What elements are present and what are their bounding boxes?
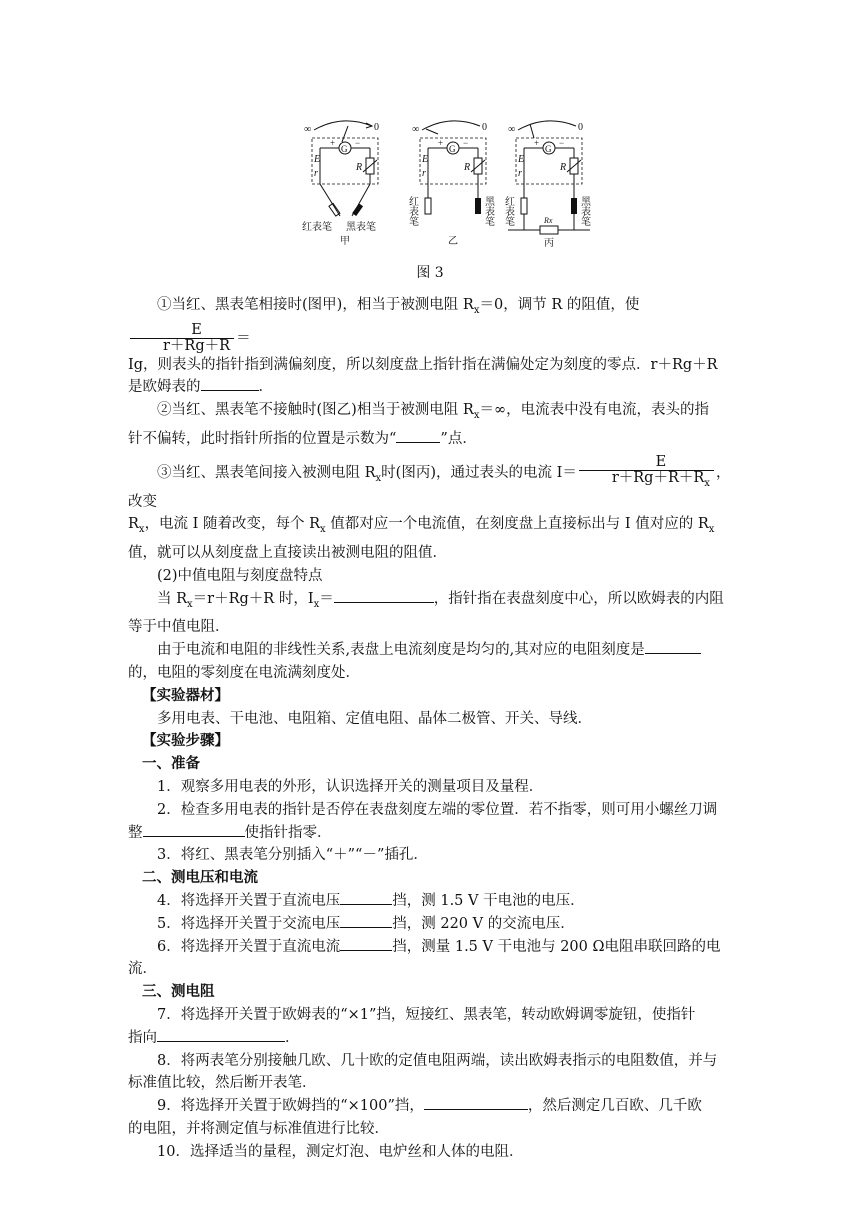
paragraph-3: ③当红、黑表笔间接入被测电阻 $R_x$时(图丙)，通过表头的电流 I＝ $\frac{E}{r+Rg+R+R_x}$ ，改变 (128, 453, 731, 510)
minus-label: − (463, 138, 469, 148)
body-text: ①当红、黑表笔相接时(图甲)，相当于被测电阻 $R_x=0$，调节 R 的阻值，使 $\frac{E}{r+Rg+R}$ ＝ Ig，则表头的指针指到满偏刻度，所以刻度盘上指针指在满偏处定为刻度的零点．r＋Rg＋R 是欧姆表的 ． ②当红、黑表笔不接触时(图乙)相当于被测电阻 $R_x=\infty$，电流表中没有电流，表头的指 针不偏转，此时指针所指的位置是示数为“ ”点． ③当红、黑表笔间接入被测电阻 $R_x$时(图丙)，通过表头的电流 I＝ $\frac{E}{r+Rg+R+R_x}$ ，改变 $R_x$，电流 I 随着改变，每个 $R_x$ 值都对应一个电流值，在刻度盘上直接标出与 I 值对应的 $R_x$ 值，就可以从刻度盘上直接读出被测电阻的阻值． (2)中值电阻与刻度盘特点 当 $R_x=r+Rg+R$ 时，$I_x=$ ，指针指在表盘刻度中心，所以欧姆表的内阻 等于中值电阻． 由于电流和电阻的非线性关系,表盘上电流刻度是均匀的,其对应的电阻刻度是 的，电阻的零刻度在电流满刻度处． 【实验器材】 多用电表、干电池、电阻箱、定值电阻、晶体二极管、开关、导线． 【实验步骤】 一、准备 1．观察多用电表的外形，认识选择开关的测量项目及量程． 2．检查多用电表的指针是否停在表盘刻度左端的零位置．若不指零，则可用小螺丝刀调 整 使指针指零． 3．将红、黑表笔分别插入“＋”“－”插孔． 二、测电压和电流 4．将选择开关置于直流电压 挡，测 1.5 V 干电池的电压． 5．将选择开关置于交流电压 挡，测 220 V 的交流电压． 6．将选择开关置于直流电流 挡，测量 1.5 V 干电池与 200 Ω电阻串联回路的电 流． 三、测电阻 7．将选择开关置于欧姆表的“×1”挡，短接红、黑表笔，转动欧姆调零旋钮，使指针 指向 ． 8．将两表笔分别接触几欧、几十欧的定值电阻两端，读出欧姆表指示的电阻数值，并与 标准值比较，然后断开表笔． 9．将选择开关置于欧姆挡的“×100”挡， ，然后测定几百欧、几千欧 的电阻，并将测定值与标准值进行比较． 10．选择适当的量程，测定灯泡、电炉丝和人体的电阻． (128, 294, 734, 1164)
internal-r-label: r (422, 168, 426, 179)
infinity-label: ∞ (412, 124, 420, 135)
circuit-panel-bing (503, 121, 591, 249)
red-probe-label: 红表笔 (406, 196, 418, 226)
fraction: $\frac{E}{r+Rg+R}$ (130, 323, 234, 354)
ohmmeter-circuit-figure (300, 112, 600, 262)
zero-label: 0 (374, 122, 379, 133)
paragraph-1: ①当红、黑表笔相接时(图甲)，相当于被测电阻 $R_x=0$，调节 R 的阻值，使 $\frac{E}{r+Rg+R}$ ＝ (128, 294, 734, 354)
fill-blank[interactable] (201, 376, 259, 391)
panel-label: 乙 (448, 236, 458, 247)
fill-blank[interactable] (334, 588, 434, 603)
galvanometer-label: G (449, 144, 456, 154)
fraction: $\frac{E}{r+Rg+R+R_x}$ (579, 455, 714, 491)
fill-blank[interactable] (396, 428, 440, 443)
steps-heading: 【实验步骤】 (142, 732, 229, 750)
infinity-label: ∞ (508, 124, 516, 135)
plus-label: + (438, 138, 444, 148)
fill-blank[interactable] (340, 890, 392, 905)
plus-label: + (534, 138, 540, 148)
equipment-heading: 【实验器材】 (142, 686, 229, 704)
emf-label: E (422, 154, 429, 165)
galvanometer-label: G (545, 144, 552, 154)
paragraph-2: ②当红、黑表笔不接触时(图乙)相当于被测电阻 $R_x=\infty$，电流表中没有电流，表头的指 (157, 402, 710, 422)
circuit-panel-yi (407, 121, 495, 247)
zero-label: 0 (578, 122, 583, 133)
rx-label: Rx (544, 216, 553, 225)
resistor-label: R (356, 162, 363, 173)
galvanometer-label: G (341, 144, 348, 154)
plus-label: + (330, 138, 336, 148)
black-probe-label: 黑表笔 (346, 222, 376, 233)
infinity-label: ∞ (304, 124, 312, 135)
fill-blank[interactable] (340, 936, 392, 951)
figure-caption: 图 3 (416, 265, 444, 281)
circuit-panel-jia (302, 121, 379, 247)
black-probe-label: 黑表笔 (578, 196, 590, 226)
emf-label: E (518, 154, 525, 165)
minus-label: − (559, 138, 565, 148)
black-probe-label: 黑表笔 (482, 196, 494, 226)
minus-label: − (355, 138, 361, 148)
red-probe-label: 红表笔 (302, 222, 332, 233)
section-2-title: (2)中值电阻与刻度盘特点 (157, 567, 323, 584)
fill-blank[interactable] (157, 1027, 285, 1042)
fill-blank[interactable] (645, 639, 701, 654)
fill-blank[interactable] (424, 1095, 528, 1110)
zero-label: 0 (482, 122, 487, 133)
panel-label: 丙 (544, 238, 554, 249)
emf-label: E (314, 154, 321, 165)
red-probe-label: 红表笔 (502, 196, 514, 226)
fill-blank[interactable] (143, 822, 245, 837)
resistor-label: R (560, 162, 567, 173)
fill-blank[interactable] (340, 913, 392, 928)
internal-r-label: r (314, 168, 318, 179)
resistor-label: R (464, 162, 471, 173)
internal-r-label: r (518, 168, 522, 179)
panel-label: 甲 (340, 236, 350, 247)
